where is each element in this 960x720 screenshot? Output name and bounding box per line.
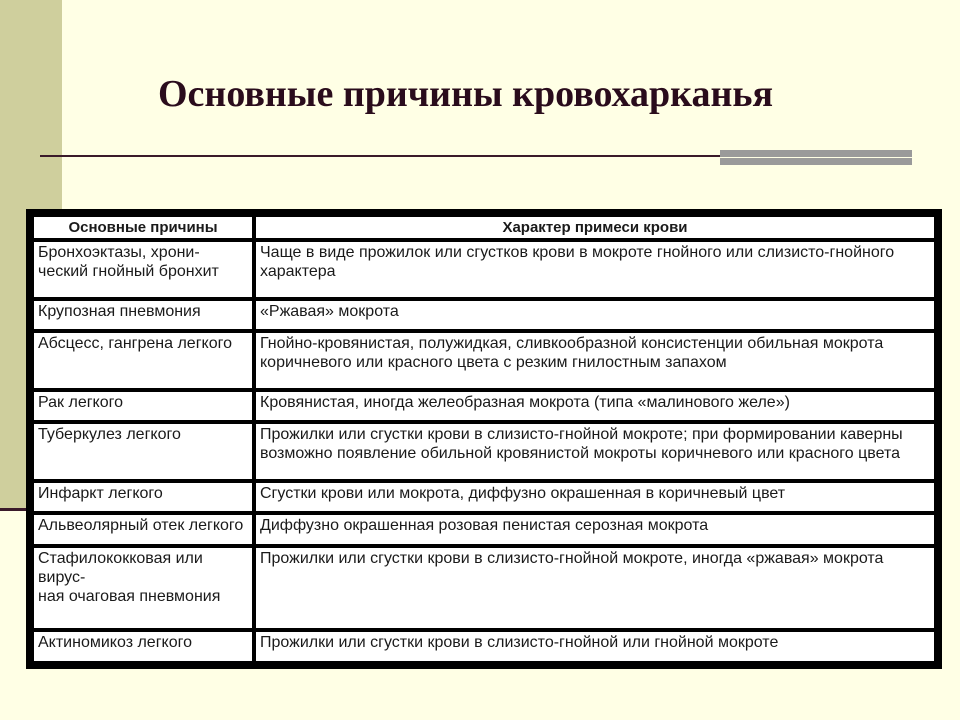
table-row [34, 392, 934, 421]
table-row [34, 548, 934, 628]
table-row [34, 242, 934, 297]
title-divider [40, 155, 720, 157]
table-row [34, 424, 934, 479]
cause-cell: Альвеолярный отек легкого [34, 515, 252, 544]
blood-character-cell: Сгустки крови или мокрота, диффузно окрашенная в коричневый цвет [256, 483, 934, 512]
blood-character-cell: Кровянистая, иногда желеобразная мокрота (типа «малинового желе») [256, 392, 934, 421]
table-row [34, 515, 934, 544]
table-row [34, 632, 934, 661]
table-row [34, 333, 934, 388]
blood-character-cell: Прожилки или сгустки крови в слизисто-гнойной мокроте, иногда «ржавая» мокрота [256, 548, 934, 628]
title-divider-accent [720, 150, 912, 165]
table-row [34, 483, 934, 512]
blood-character-cell: Чаще в виде прожилок или сгустков крови в мокроте гнойного или слизисто-гнойного характера [256, 242, 934, 297]
header-blood-character: Характер примеси крови [256, 217, 934, 238]
blood-character-cell: Диффузно окрашенная розовая пенистая серозная мокрота [256, 515, 934, 544]
blood-character-cell: Прожилки или сгустки крови в слизисто-гнойной мокроте; при формировании каверны возможно появление обильной кровянистой мокроты коричневого или красного цвета [256, 424, 934, 479]
blood-character-cell: «Ржавая» мокрота [256, 301, 934, 330]
cause-cell: Туберкулез легкого [34, 424, 252, 479]
cause-cell: Инфаркт легкого [34, 483, 252, 512]
page-title: Основные причины кровохарканья [158, 73, 774, 115]
blood-character-cell: Прожилки или сгустки крови в слизисто-гнойной или гнойной мокроте [256, 632, 934, 661]
table-header-row [34, 217, 934, 238]
cause-cell: Абсцесс, гангрена легкого [34, 333, 252, 388]
blood-character-cell: Гнойно-кровянистая, полужидкая, сливкообразной консистенции обильная мокрота коричневого или красного цвета с резким гнилостным запахом [256, 333, 934, 388]
cause-cell: Актиномикоз легкого [34, 632, 252, 661]
header-causes: Основные причины [34, 217, 252, 238]
cause-cell: Стафилококковая или вирус- ная очаговая пневмония [34, 548, 252, 628]
cause-cell: Бронхоэктазы, хрони- ческий гнойный бронхит [34, 242, 252, 297]
cause-cell: Крупозная пневмония [34, 301, 252, 330]
cause-cell: Рак легкого [34, 392, 252, 421]
causes-table [26, 209, 942, 669]
table-row [34, 301, 934, 330]
